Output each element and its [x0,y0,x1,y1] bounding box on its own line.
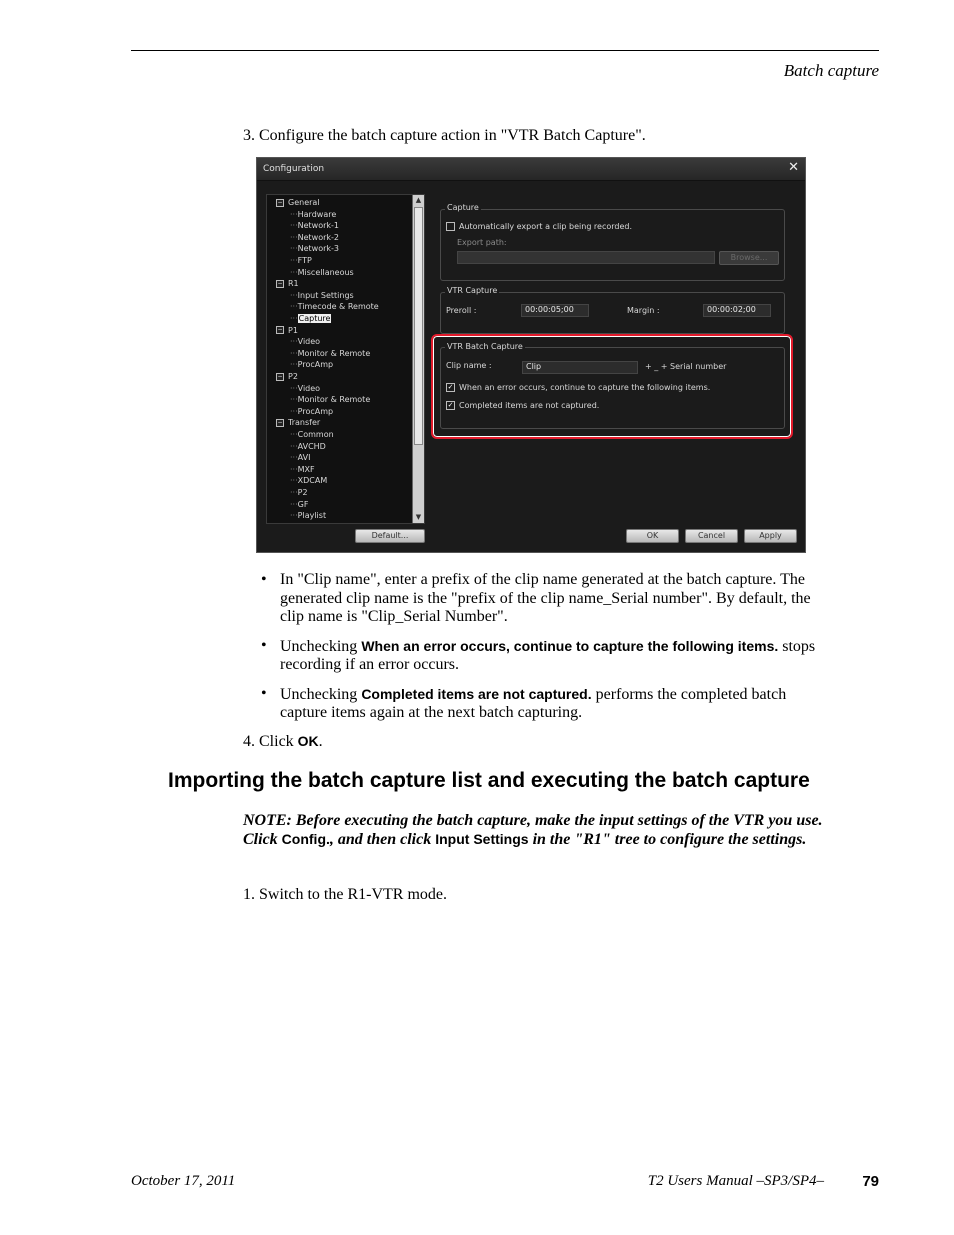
ok-button[interactable]: OK [626,529,679,543]
tree-item[interactable] [290,267,354,278]
collapse-icon[interactable]: − [277,418,283,426]
bullet-item: • Unchecking Completed items are not captured. performs the completed batch capture items again at the next batch capturing. [261,684,787,721]
tree-connector: ··· [290,221,298,231]
tree-label: AVCHD [297,441,326,451]
tree-item[interactable] [290,511,327,521]
step4-prefix: 4. Click [243,733,298,750]
note-text-1: NOTE: Before executing the batch capture, make the input settings of the VTR you use. Click [243,812,823,848]
tree-item[interactable] [290,290,354,301]
tree-connector: ··· [290,232,298,242]
tree-connector: ··· [290,209,298,219]
preroll-label: Preroll : [446,306,477,315]
note-text-3: in the "R1" tree to configure the settings. [528,831,807,848]
tree-scrollbar[interactable] [412,195,424,523]
tree-connector: ··· [290,453,298,463]
tree-label: Video [297,337,321,347]
bullet-suffix: performs the completed batch capture items again at the next batch capturing. [280,685,787,721]
margin-label: Margin : [627,306,660,315]
continue-on-error-checkbox[interactable]: ✓ [447,383,454,391]
tree-label: Playlist [297,511,327,521]
scroll-up-icon[interactable]: ▲ [415,196,422,204]
tree-item[interactable] [290,256,312,266]
browse-button[interactable]: Browse... [719,251,779,265]
auto-export-label: Automatically export a clip being recorded. [459,222,633,231]
tree-item[interactable] [290,430,334,440]
bullet-list [261,571,836,733]
tree-label: Network-1 [297,221,340,231]
auto-export-checkbox[interactable] [446,222,455,231]
tree-item[interactable] [290,453,311,463]
tree-connector: ··· [290,464,298,474]
tree-connector: ··· [290,395,298,405]
tree-connector: ··· [290,488,298,497]
tree-label: Miscellaneous [297,267,354,277]
tree-item[interactable] [290,499,309,510]
bullet-prefix: Unchecking [280,685,362,703]
tree-connector: ··· [290,267,298,277]
tree-label: Hardware [297,209,337,219]
tree-item[interactable] [290,441,326,452]
tree-item[interactable] [290,360,334,370]
step-1: 1. Switch to the R1-VTR mode. [243,886,447,903]
tree-connector: ··· [290,256,298,265]
capture-group-label: Capture [447,203,479,212]
tree-label: Common [297,430,334,439]
dialog-title: Configuration [263,164,325,174]
tree-item[interactable] [290,244,340,254]
note-text-2: , and then click [329,831,436,848]
tree-connector: ··· [290,441,298,451]
bullet-bold: Completed items are not captured. [361,685,592,702]
tree-item[interactable] [290,314,331,324]
continue-on-error-label: When an error occurs, continue to capture the following items. [459,383,711,392]
tree-item[interactable] [290,464,315,475]
clip-name-field[interactable]: Clip [522,361,638,374]
header-rule [131,50,879,51]
completed-items-label: Completed items are not captured. [459,401,600,410]
tree-label: Video [297,383,321,393]
tree-item[interactable] [290,209,337,220]
tree-label: AVI [297,453,311,463]
preroll-field[interactable]: 00:00:05;00 [521,304,589,317]
tree-label: Capture [298,314,331,323]
tree-group[interactable] [276,279,299,289]
margin-field[interactable]: 00:00:02;00 [703,304,771,317]
tree-connector: ··· [290,499,298,509]
close-icon[interactable]: ✕ [788,160,799,175]
red-highlight-frame [431,334,793,439]
tree-connector: ··· [290,290,298,300]
tree-connector: ··· [290,360,298,370]
tree-label: MXF [297,464,315,474]
tree-connector: ··· [290,302,298,312]
tree-label: XDCAM [297,476,328,486]
vtr-capture-group-label: VTR Capture [447,286,498,295]
tree-label: Monitor & Remote [297,348,371,358]
footer-date: October 17, 2011 [131,1173,236,1189]
tree-connector: ··· [290,348,298,358]
tree-label: Monitor & Remote [297,395,371,405]
tree-label: ProcAmp [297,406,334,416]
page-number: 79 [862,1173,879,1190]
step-4 [243,733,323,751]
tree-label: GF [297,499,309,509]
scroll-down-icon[interactable]: ▼ [415,513,422,521]
configuration-dialog [256,157,806,553]
tree-item[interactable] [290,488,308,498]
tree-group[interactable] [276,418,320,428]
vtr-batch-capture-group-label: VTR Batch Capture [447,342,523,351]
tree-item[interactable] [290,302,379,312]
tree-item[interactable] [290,232,340,243]
collapse-icon[interactable]: − [277,198,283,206]
bullet-bold: When an error occurs, continue to capture the following items. [361,637,779,654]
step4-suffix: . [318,733,323,750]
tree-connector: ··· [290,476,298,486]
step4-ok: OK [297,733,319,749]
tree-connector: ··· [290,406,298,416]
footer-manual-title: T2 Users Manual –SP3/SP4– [647,1173,824,1189]
bullet-item: • In "Clip name", enter a prefix of the clip name generated at the batch capture. The generated clip name is the "prefix of the clip name_Serial number". By default, the clip name is "Clip_Serial Number". [261,571,811,625]
settings-tree[interactable] [266,194,425,524]
clip-name-label: Clip name : [446,361,492,370]
scroll-thumb[interactable] [414,207,423,445]
tree-connector: ··· [290,383,298,393]
tree-connector: ··· [290,337,298,347]
auto-export-checkbox-row[interactable] [446,222,632,231]
tree-group[interactable] [276,326,298,336]
tree-item[interactable] [290,383,321,394]
tree-group[interactable] [276,198,320,208]
cancel-button[interactable]: Cancel [685,529,738,543]
collapse-icon[interactable]: − [277,279,283,287]
bullet-suffix: stops recording if an error occurs. [280,637,816,673]
tree-label: Network-2 [297,232,340,242]
tree-item[interactable] [290,348,371,359]
tree-label: P2 [288,372,298,381]
tree-label: Network-3 [297,244,340,254]
tree-label: R1 [288,279,299,289]
note-input-settings: Input Settings [435,831,529,847]
tree-connector: ··· [290,511,298,521]
tree-item[interactable] [290,476,328,486]
note-config: Config. [281,831,330,847]
tree-item[interactable] [290,337,321,347]
tree-label: Input Settings [297,290,354,300]
tree-connector: ··· [290,314,298,323]
running-head: Batch capture [783,61,879,80]
collapse-icon[interactable]: − [277,372,283,380]
tree-connector: ··· [290,430,298,439]
tree-label: Transfer [288,418,321,428]
serial-number-suffix: + _ + Serial number [645,362,727,371]
tree-label: P1 [288,325,298,335]
collapse-icon[interactable]: − [277,326,283,334]
export-path-label: Export path: [457,238,507,247]
bullet-prefix: Unchecking [280,637,362,655]
tree-group[interactable] [276,372,298,382]
tree-connector: ··· [290,244,298,254]
tree-item[interactable] [290,406,334,417]
step-3: 3. Configure the batch capture action in "VTR Batch Capture". [243,127,646,144]
note-paragraph [243,811,833,849]
tree-label: Timecode & Remote [297,302,379,312]
completed-items-checkbox[interactable]: ✓ [447,401,454,409]
apply-button[interactable]: Apply [744,529,797,543]
default-button[interactable]: Default... [355,529,425,543]
tree-label: FTP [297,256,312,265]
tree-label: P2 [297,488,308,497]
bullet-text: In "Clip name", enter a prefix of the clip name generated at the batch capture. The generated clip name is the "prefix of the clip name_Serial number". By default, the clip name is "Clip_Serial Number". [280,571,811,625]
tree-item[interactable] [290,221,340,231]
bullet-item: • Unchecking When an error occurs, continue to capture the following items. stops recording if an error occurs. [261,636,816,673]
section-heading: Importing the batch capture list and executing the batch capture [168,769,810,792]
tree-item[interactable] [290,395,371,405]
dialog-title-bar [257,158,805,181]
tree-label: ProcAmp [297,360,334,370]
export-path-field[interactable] [457,251,715,264]
tree-label: General [288,198,320,207]
